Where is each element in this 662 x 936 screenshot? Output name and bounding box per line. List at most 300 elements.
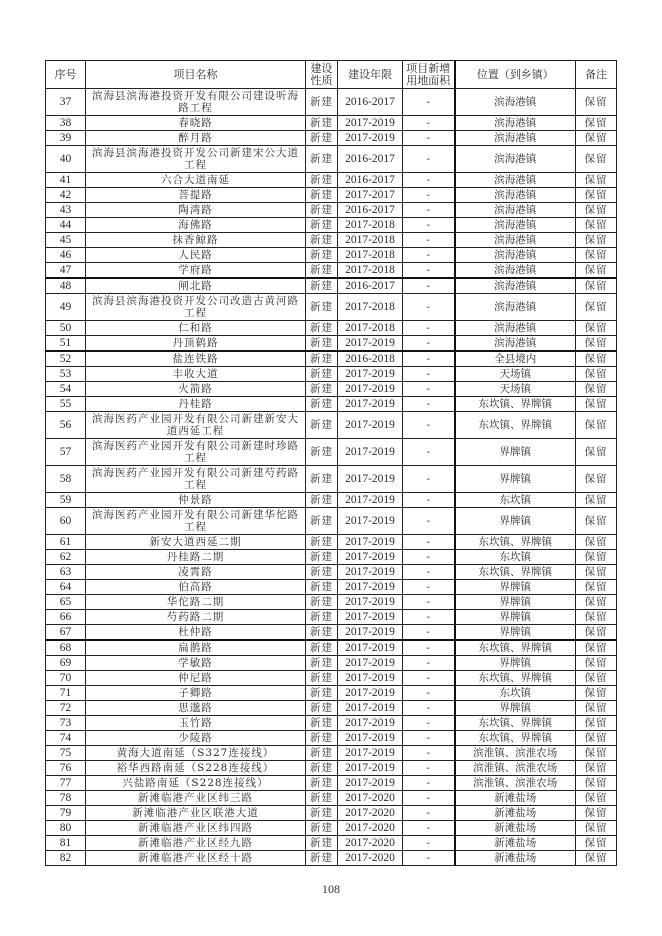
table-row — [46, 351, 617, 367]
cell-area: - — [403, 263, 455, 279]
cell-seq: 68 — [46, 640, 86, 656]
project-table — [45, 60, 617, 866]
cell-location: 东坎镇、界牌镇 — [455, 565, 576, 580]
cell-area: - — [403, 188, 455, 203]
cell-type: 新建 — [306, 625, 338, 641]
cell-area: - — [403, 640, 455, 656]
cell-seq: 43 — [46, 203, 86, 218]
table-row — [46, 851, 617, 866]
cell-remark: 保留 — [576, 188, 617, 203]
cell-project-name: 凌霄路 — [86, 565, 306, 580]
cell-location: 新滩盐场 — [455, 791, 576, 806]
cell-seq: 69 — [46, 656, 86, 671]
cell-area: - — [403, 278, 455, 294]
cell-project-name: 新滩临港产业区经十路 — [86, 851, 306, 866]
cell-remark: 保留 — [576, 89, 617, 116]
table-row — [46, 806, 617, 821]
cell-area: - — [403, 233, 455, 248]
table-row — [46, 397, 617, 412]
cell-project-name: 海佛路 — [86, 218, 306, 233]
cell-type: 新建 — [306, 397, 338, 412]
cell-type: 新建 — [306, 508, 338, 535]
cell-area: - — [403, 294, 455, 321]
cell-location: 东坎镇、界牌镇 — [455, 716, 576, 731]
cell-location: 滨海港镇 — [455, 131, 576, 146]
cell-location: 东坎镇、界牌镇 — [455, 640, 576, 656]
cell-seq: 72 — [46, 701, 86, 716]
cell-location: 滨海港镇 — [455, 173, 576, 188]
cell-location: 东坎镇 — [455, 493, 576, 508]
cell-location: 东坎镇、界牌镇 — [455, 671, 576, 686]
cell-area: - — [403, 656, 455, 671]
cell-location: 滨海港镇 — [455, 218, 576, 233]
table-row — [46, 656, 617, 671]
header-seq: 序号 — [46, 61, 86, 89]
cell-area: - — [403, 203, 455, 218]
cell-type: 新建 — [306, 746, 338, 761]
cell-project-name: 滨海医药产业园开发有限公司新建时珍路工程 — [86, 439, 306, 466]
cell-type: 新建 — [306, 806, 338, 821]
cell-type: 新建 — [306, 776, 338, 791]
cell-area: - — [403, 336, 455, 352]
cell-project-name: 仲景路 — [86, 493, 306, 508]
table-body — [46, 89, 617, 866]
cell-project-name: 仁和路 — [86, 321, 306, 336]
table-row — [46, 761, 617, 776]
cell-seq: 79 — [46, 806, 86, 821]
cell-type: 新建 — [306, 382, 338, 397]
cell-period: 2017-2019 — [338, 595, 403, 610]
cell-type: 新建 — [306, 535, 338, 550]
cell-location: 滨淮镇、滨淮农场 — [455, 776, 576, 791]
cell-remark: 保留 — [576, 640, 617, 656]
cell-project-name: 丰收大道 — [86, 367, 306, 382]
cell-remark: 保留 — [576, 439, 617, 466]
cell-type: 新建 — [306, 233, 338, 248]
cell-type: 新建 — [306, 686, 338, 701]
cell-period: 2017-2020 — [338, 836, 403, 851]
cell-type: 新建 — [306, 173, 338, 188]
cell-seq: 66 — [46, 610, 86, 625]
cell-period: 2017-2019 — [338, 761, 403, 776]
cell-remark: 保留 — [576, 173, 617, 188]
table-row — [46, 203, 617, 218]
cell-location: 界牌镇 — [455, 625, 576, 641]
cell-remark: 保留 — [576, 412, 617, 439]
table-row — [46, 686, 617, 701]
cell-project-name: 滨海医药产业园开发有限公司新建芍药路工程 — [86, 466, 306, 493]
cell-remark: 保留 — [576, 278, 617, 294]
cell-period: 2017-2020 — [338, 851, 403, 866]
table-row — [46, 821, 617, 836]
cell-area: - — [403, 671, 455, 686]
cell-remark: 保留 — [576, 351, 617, 367]
cell-area: - — [403, 716, 455, 731]
cell-remark: 保留 — [576, 248, 617, 263]
cell-project-name: 杜仲路 — [86, 625, 306, 641]
cell-area: - — [403, 248, 455, 263]
cell-period: 2017-2020 — [338, 806, 403, 821]
table-row — [46, 321, 617, 336]
cell-period: 2017-2019 — [338, 565, 403, 580]
cell-project-name: 醉月路 — [86, 131, 306, 146]
cell-project-name: 芍药路二期 — [86, 610, 306, 625]
cell-project-name: 丹桂路二期 — [86, 550, 306, 565]
cell-area: - — [403, 508, 455, 535]
cell-remark: 保留 — [576, 397, 617, 412]
cell-type: 新建 — [306, 248, 338, 263]
cell-area: - — [403, 550, 455, 565]
table-row — [46, 466, 617, 493]
cell-period: 2017-2019 — [338, 116, 403, 131]
cell-period: 2017-2018 — [338, 263, 403, 279]
cell-seq: 62 — [46, 550, 86, 565]
cell-project-name: 六合大道南延 — [86, 173, 306, 188]
cell-type: 新建 — [306, 294, 338, 321]
cell-remark: 保留 — [576, 851, 617, 866]
cell-seq: 59 — [46, 493, 86, 508]
cell-area: - — [403, 565, 455, 580]
cell-type: 新建 — [306, 131, 338, 146]
cell-type: 新建 — [306, 565, 338, 580]
cell-seq: 61 — [46, 535, 86, 550]
cell-remark: 保留 — [576, 367, 617, 382]
cell-period: 2017-2019 — [338, 397, 403, 412]
cell-area: - — [403, 382, 455, 397]
cell-remark: 保留 — [576, 131, 617, 146]
table-row — [46, 550, 617, 565]
cell-location: 滨海港镇 — [455, 233, 576, 248]
cell-remark: 保留 — [576, 203, 617, 218]
cell-location: 滨海港镇 — [455, 146, 576, 173]
table-row — [46, 248, 617, 263]
cell-period: 2017-2020 — [338, 821, 403, 836]
table-row — [46, 746, 617, 761]
cell-project-name: 兴盐路南延（S228连接线） — [86, 776, 306, 791]
cell-remark: 保留 — [576, 671, 617, 686]
cell-project-name: 滨海县滨海港投资开发有限公司建设听海路工程 — [86, 89, 306, 116]
cell-location: 滨海港镇 — [455, 89, 576, 116]
cell-location: 东坎镇 — [455, 550, 576, 565]
cell-period: 2017-2019 — [338, 550, 403, 565]
cell-remark: 保留 — [576, 746, 617, 761]
cell-project-name: 子卿路 — [86, 686, 306, 701]
cell-remark: 保留 — [576, 218, 617, 233]
cell-location: 界牌镇 — [455, 508, 576, 535]
cell-area: - — [403, 367, 455, 382]
cell-project-name: 陶湾路 — [86, 203, 306, 218]
cell-location: 界牌镇 — [455, 439, 576, 466]
cell-seq: 40 — [46, 146, 86, 173]
cell-area: - — [403, 746, 455, 761]
cell-type: 新建 — [306, 466, 338, 493]
table-row — [46, 439, 617, 466]
cell-remark: 保留 — [576, 321, 617, 336]
cell-remark: 保留 — [576, 716, 617, 731]
cell-period: 2017-2019 — [338, 412, 403, 439]
cell-remark: 保留 — [576, 466, 617, 493]
cell-seq: 51 — [46, 336, 86, 352]
cell-area: - — [403, 466, 455, 493]
cell-seq: 50 — [46, 321, 86, 336]
cell-area: - — [403, 580, 455, 595]
cell-period: 2017-2019 — [338, 439, 403, 466]
cell-project-name: 春晓路 — [86, 116, 306, 131]
cell-type: 新建 — [306, 550, 338, 565]
cell-location: 东坎镇、界牌镇 — [455, 397, 576, 412]
cell-seq: 45 — [46, 233, 86, 248]
cell-area: - — [403, 321, 455, 336]
cell-period: 2017-2019 — [338, 701, 403, 716]
cell-period: 2017-2019 — [338, 466, 403, 493]
cell-remark: 保留 — [576, 836, 617, 851]
cell-remark: 保留 — [576, 382, 617, 397]
cell-period: 2017-2019 — [338, 656, 403, 671]
cell-remark: 保留 — [576, 580, 617, 595]
cell-period: 2017-2019 — [338, 336, 403, 352]
table-row — [46, 625, 617, 641]
cell-period: 2017-2019 — [338, 640, 403, 656]
cell-area: - — [403, 173, 455, 188]
cell-period: 2016-2017 — [338, 203, 403, 218]
cell-type: 新建 — [306, 188, 338, 203]
table-row — [46, 278, 617, 294]
cell-area: - — [403, 397, 455, 412]
table-row — [46, 412, 617, 439]
cell-location: 滨海港镇 — [455, 188, 576, 203]
cell-project-name: 少陵路 — [86, 731, 306, 746]
cell-remark: 保留 — [576, 776, 617, 791]
cell-project-name: 学府路 — [86, 263, 306, 279]
cell-seq: 41 — [46, 173, 86, 188]
cell-project-name: 新滩临港产业区纬四路 — [86, 821, 306, 836]
cell-period: 2017-2019 — [338, 776, 403, 791]
cell-area: - — [403, 761, 455, 776]
cell-seq: 80 — [46, 821, 86, 836]
cell-type: 新建 — [306, 761, 338, 776]
table-row — [46, 610, 617, 625]
cell-type: 新建 — [306, 412, 338, 439]
table-row — [46, 367, 617, 382]
cell-type: 新建 — [306, 493, 338, 508]
cell-period: 2017-2019 — [338, 367, 403, 382]
table-row — [46, 218, 617, 233]
cell-remark: 保留 — [576, 146, 617, 173]
cell-location: 东坎镇、界牌镇 — [455, 731, 576, 746]
cell-remark: 保留 — [576, 686, 617, 701]
table-row — [46, 188, 617, 203]
cell-type: 新建 — [306, 367, 338, 382]
table-row — [46, 146, 617, 173]
cell-location: 全县境内 — [455, 351, 576, 367]
cell-period: 2017-2018 — [338, 218, 403, 233]
cell-location: 滨淮镇、滨淮农场 — [455, 761, 576, 776]
cell-project-name: 玉竹路 — [86, 716, 306, 731]
cell-period: 2017-2019 — [338, 493, 403, 508]
cell-type: 新建 — [306, 116, 338, 131]
header-remark: 备注 — [576, 61, 617, 89]
cell-location: 界牌镇 — [455, 595, 576, 610]
cell-remark: 保留 — [576, 625, 617, 641]
cell-type: 新建 — [306, 671, 338, 686]
header-name: 项目名称 — [86, 61, 306, 89]
cell-location: 东坎镇、界牌镇 — [455, 412, 576, 439]
cell-remark: 保留 — [576, 550, 617, 565]
cell-project-name: 新滩临港产业区纬三路 — [86, 791, 306, 806]
cell-location: 新滩盐场 — [455, 806, 576, 821]
cell-remark: 保留 — [576, 610, 617, 625]
cell-period: 2017-2019 — [338, 625, 403, 641]
cell-seq: 81 — [46, 836, 86, 851]
cell-remark: 保留 — [576, 731, 617, 746]
cell-type: 新建 — [306, 439, 338, 466]
cell-seq: 53 — [46, 367, 86, 382]
cell-project-name: 仲尼路 — [86, 671, 306, 686]
cell-location: 滨淮镇、滨淮农场 — [455, 746, 576, 761]
cell-seq: 82 — [46, 851, 86, 866]
cell-seq: 76 — [46, 761, 86, 776]
cell-period: 2016-2017 — [338, 89, 403, 116]
cell-location: 界牌镇 — [455, 610, 576, 625]
cell-period: 2017-2019 — [338, 716, 403, 731]
cell-seq: 46 — [46, 248, 86, 263]
cell-type: 新建 — [306, 146, 338, 173]
cell-period: 2017-2019 — [338, 535, 403, 550]
table-row — [46, 776, 617, 791]
cell-type: 新建 — [306, 836, 338, 851]
cell-area: - — [403, 821, 455, 836]
cell-location: 滨海港镇 — [455, 263, 576, 279]
cell-area: - — [403, 439, 455, 466]
table-row — [46, 595, 617, 610]
cell-area: - — [403, 412, 455, 439]
cell-period: 2017-2019 — [338, 610, 403, 625]
cell-project-name: 滨海医药产业园开发有限公司新建新安大道西延工程 — [86, 412, 306, 439]
cell-project-name: 滨海县滨海港投资开发公司改造古黄河路工程 — [86, 294, 306, 321]
cell-project-name: 菩提路 — [86, 188, 306, 203]
cell-type: 新建 — [306, 580, 338, 595]
cell-project-name: 火箭路 — [86, 382, 306, 397]
cell-remark: 保留 — [576, 595, 617, 610]
cell-area: - — [403, 851, 455, 866]
cell-area: - — [403, 791, 455, 806]
table-row — [46, 580, 617, 595]
cell-period: 2017-2019 — [338, 580, 403, 595]
cell-period: 2017-2019 — [338, 686, 403, 701]
table-row — [46, 116, 617, 131]
cell-seq: 48 — [46, 278, 86, 294]
cell-seq: 47 — [46, 263, 86, 279]
table-row — [46, 836, 617, 851]
cell-area: - — [403, 686, 455, 701]
cell-seq: 77 — [46, 776, 86, 791]
cell-seq: 37 — [46, 89, 86, 116]
cell-location: 滨海港镇 — [455, 336, 576, 352]
cell-project-name: 盐连铁路 — [86, 351, 306, 367]
cell-project-name: 思邈路 — [86, 701, 306, 716]
cell-project-name: 裕华西路南延（S228连接线） — [86, 761, 306, 776]
table-header-row — [46, 61, 617, 89]
cell-location: 新滩盐场 — [455, 851, 576, 866]
cell-remark: 保留 — [576, 565, 617, 580]
cell-location: 新滩盐场 — [455, 821, 576, 836]
cell-project-name: 滨海医药产业园开发有限公司新建华佗路工程 — [86, 508, 306, 535]
cell-area: - — [403, 493, 455, 508]
cell-seq: 73 — [46, 716, 86, 731]
header-type: 建设性质 — [306, 61, 338, 89]
table-row — [46, 535, 617, 550]
cell-location: 界牌镇 — [455, 466, 576, 493]
cell-period: 2017-2019 — [338, 508, 403, 535]
cell-seq: 63 — [46, 565, 86, 580]
cell-type: 新建 — [306, 203, 338, 218]
cell-remark: 保留 — [576, 233, 617, 248]
cell-location: 界牌镇 — [455, 701, 576, 716]
page-number: 108 — [322, 882, 340, 896]
cell-remark: 保留 — [576, 806, 617, 821]
cell-area: - — [403, 625, 455, 641]
cell-area: - — [403, 806, 455, 821]
cell-period: 2017-2018 — [338, 233, 403, 248]
cell-remark: 保留 — [576, 294, 617, 321]
cell-seq: 56 — [46, 412, 86, 439]
cell-location: 滨海港镇 — [455, 278, 576, 294]
cell-type: 新建 — [306, 716, 338, 731]
cell-seq: 38 — [46, 116, 86, 131]
cell-period: 2016-2017 — [338, 278, 403, 294]
cell-remark: 保留 — [576, 535, 617, 550]
cell-seq: 78 — [46, 791, 86, 806]
cell-type: 新建 — [306, 821, 338, 836]
cell-project-name: 黄海大道南延（S327连接线） — [86, 746, 306, 761]
cell-period: 2017-2019 — [338, 746, 403, 761]
table-row — [46, 294, 617, 321]
cell-type: 新建 — [306, 731, 338, 746]
cell-location: 界牌镇 — [455, 580, 576, 595]
cell-area: - — [403, 535, 455, 550]
cell-type: 新建 — [306, 278, 338, 294]
cell-seq: 52 — [46, 351, 86, 367]
cell-project-name: 闸北路 — [86, 278, 306, 294]
cell-project-name: 抹香鲸路 — [86, 233, 306, 248]
cell-remark: 保留 — [576, 656, 617, 671]
cell-location: 滨海港镇 — [455, 248, 576, 263]
cell-area: - — [403, 701, 455, 716]
cell-remark: 保留 — [576, 791, 617, 806]
cell-area: - — [403, 218, 455, 233]
cell-period: 2017-2019 — [338, 131, 403, 146]
cell-seq: 65 — [46, 595, 86, 610]
cell-location: 界牌镇 — [455, 656, 576, 671]
cell-type: 新建 — [306, 791, 338, 806]
table-row — [46, 131, 617, 146]
cell-location: 滨海港镇 — [455, 321, 576, 336]
cell-seq: 42 — [46, 188, 86, 203]
cell-type: 新建 — [306, 701, 338, 716]
cell-project-name: 人民路 — [86, 248, 306, 263]
cell-seq: 55 — [46, 397, 86, 412]
cell-type: 新建 — [306, 336, 338, 352]
table-row — [46, 640, 617, 656]
cell-seq: 70 — [46, 671, 86, 686]
table-row — [46, 701, 617, 716]
cell-period: 2017-2017 — [338, 188, 403, 203]
cell-type: 新建 — [306, 640, 338, 656]
cell-period: 2017-2019 — [338, 671, 403, 686]
cell-location: 东坎镇、界牌镇 — [455, 535, 576, 550]
cell-type: 新建 — [306, 218, 338, 233]
cell-area: - — [403, 731, 455, 746]
